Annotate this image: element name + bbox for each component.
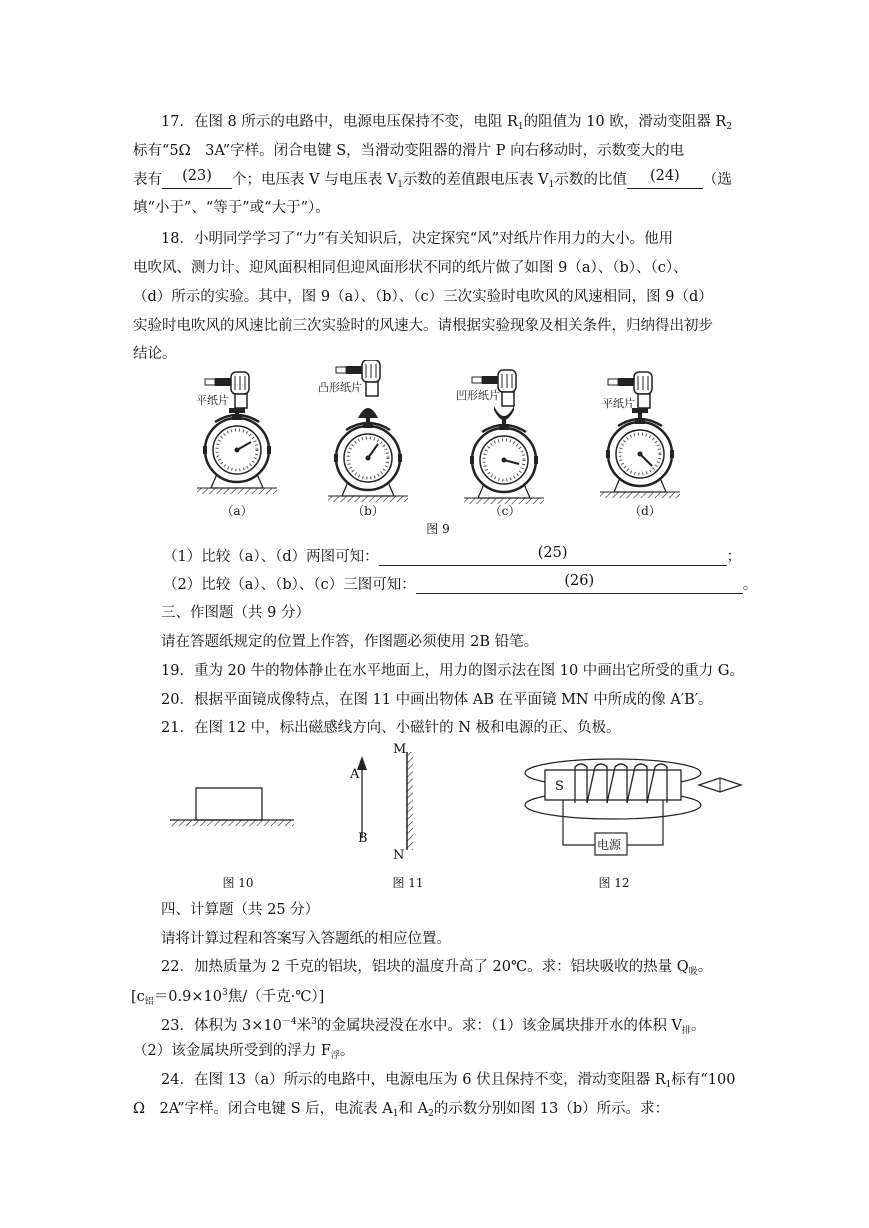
answer-blank-26[interactable]: (26): [416, 575, 743, 594]
q19-text: 19．重为 20 牛的物体静止在水平地面上，用力的图示法在图 10 中画出它所受的重力 G。: [161, 663, 744, 679]
q22-text: 22．加热质量为 2 千克的铝块，铝块的温度升高了 20℃。求：铝块吸收的热量 $Q_吸$。: [161, 959, 713, 977]
q23-part2: （2）该金属块所受到的浮力 $F_浮$。: [133, 1043, 355, 1061]
q18-conclusion-1: （1）比较（a）、（d）两图可知： (25) ；: [163, 545, 742, 565]
q18-conclusion-2: （2）比较（a）、（b）、（c）三图可知： (26) 。: [163, 573, 758, 593]
figure-9: [180, 360, 700, 520]
answer-blank-25[interactable]: (25): [379, 547, 727, 566]
q17-line3: 表有 (23) 个；电压表 V 与电压表 $V_1$示数的差值跟电压表 $V_1$示数的比值 (24) （选: [133, 168, 732, 190]
q18-line1: 18．小明同学学习了“力”有关知识后，决定探究“风”对纸片作用力的大小。他用: [161, 231, 674, 247]
fig9a-caption: （a）: [221, 504, 253, 518]
label-N: N: [393, 848, 405, 863]
q24-line1: 24．在图 13（a）所示的电路中，电源电压为 6 伏且保持不变，滑动变阻器 $R_1$标有“100: [161, 1072, 736, 1090]
figure-10: [168, 780, 298, 830]
q20-text: 20．根据平面镜成像特点，在图 11 中画出物体 AB 在平面镜 MN 中所成的像 A′B′。: [161, 692, 713, 708]
q18-line4: 实验时电吹风的风速比前三次实验时的风速大。请根据实验现象及相关条件，归纳得出初步: [133, 318, 713, 334]
q17-line4: 填“小于”、“等于”或“大于”）。: [133, 200, 330, 216]
section-4-title: 四、计算题（共 25 分）: [161, 902, 320, 918]
fig9c-label: 凹形纸片: [456, 389, 500, 402]
label-power-source: 电源: [597, 838, 622, 852]
fig9b-label: 凸形纸片: [318, 381, 362, 394]
figure-11: [345, 740, 425, 865]
fig9d: [600, 372, 680, 498]
section-4-note: 请将计算过程和答案写入答题纸的相应位置。: [161, 931, 451, 947]
fig9d-caption: （d）: [629, 504, 661, 518]
answer-blank-23[interactable]: (23): [162, 170, 232, 189]
figure-12: [515, 745, 747, 860]
fig12-caption: 图 12: [598, 876, 630, 890]
fig9d-label: 平纸片: [602, 397, 635, 410]
q24-line2: Ω 2A”字样。闭合电键 S 后，电流表 $A_1$和 $A_2$的示数分别如图 13（b）所示。求：: [133, 1101, 670, 1119]
label-B: B: [358, 831, 368, 846]
fig9b-caption: （b）: [352, 504, 384, 518]
label-S: S: [555, 779, 564, 794]
q18-line2: 电吹风、测力计、迎风面积相同但迎风面形状不同的纸片做了如图 9（a）、（b）、（c）、: [133, 260, 688, 276]
section-3-note: 请在答题纸规定的位置上作答，作图题必须使用 2B 铅笔。: [161, 634, 539, 650]
q18-line3: （d）所示的实验。其中，图 9（a）、（b）、（c）三次实验时电吹风的风速相同，图 9（d）: [133, 289, 713, 305]
q21-text: 21．在图 12 中，标出磁感线方向、小磁针的 N 极和电源的正、负极。: [161, 720, 621, 736]
label-M: M: [393, 742, 407, 757]
q18-line5: 结论。: [133, 346, 177, 362]
fig10-caption: 图 10: [222, 876, 254, 890]
section-3-title: 三、作图题（共 9 分）: [161, 605, 310, 621]
q17-line1: 17．在图 8 所示的电路中，电源电压保持不变，电阻 $R_1$的阻值为 10 欧，滑动变阻器 $R_2$: [161, 114, 733, 132]
fig9a-label: 平纸片: [196, 394, 229, 407]
answer-blank-24[interactable]: (24): [627, 170, 703, 189]
fig11-caption: 图 11: [392, 876, 424, 890]
label-A: A: [350, 767, 360, 782]
q22-given: [$c_铝=0.9\times 10^3$焦/（千克·℃）]: [131, 988, 325, 1007]
q23-text: 23．体积为 $3\times 10^{-4}$米$^3$的金属块浸没在水中。求：（1）该金属块排开水的体积 $V_排$。: [161, 1017, 706, 1036]
fig9-title: 图 9: [426, 522, 450, 536]
fig9c-caption: （c）: [489, 504, 521, 518]
q17-line2: 标有“5Ω 3A”字样。闭合电键 S，当滑动变阻器的滑片 P 向右移动时，示数变大的电: [133, 143, 685, 159]
